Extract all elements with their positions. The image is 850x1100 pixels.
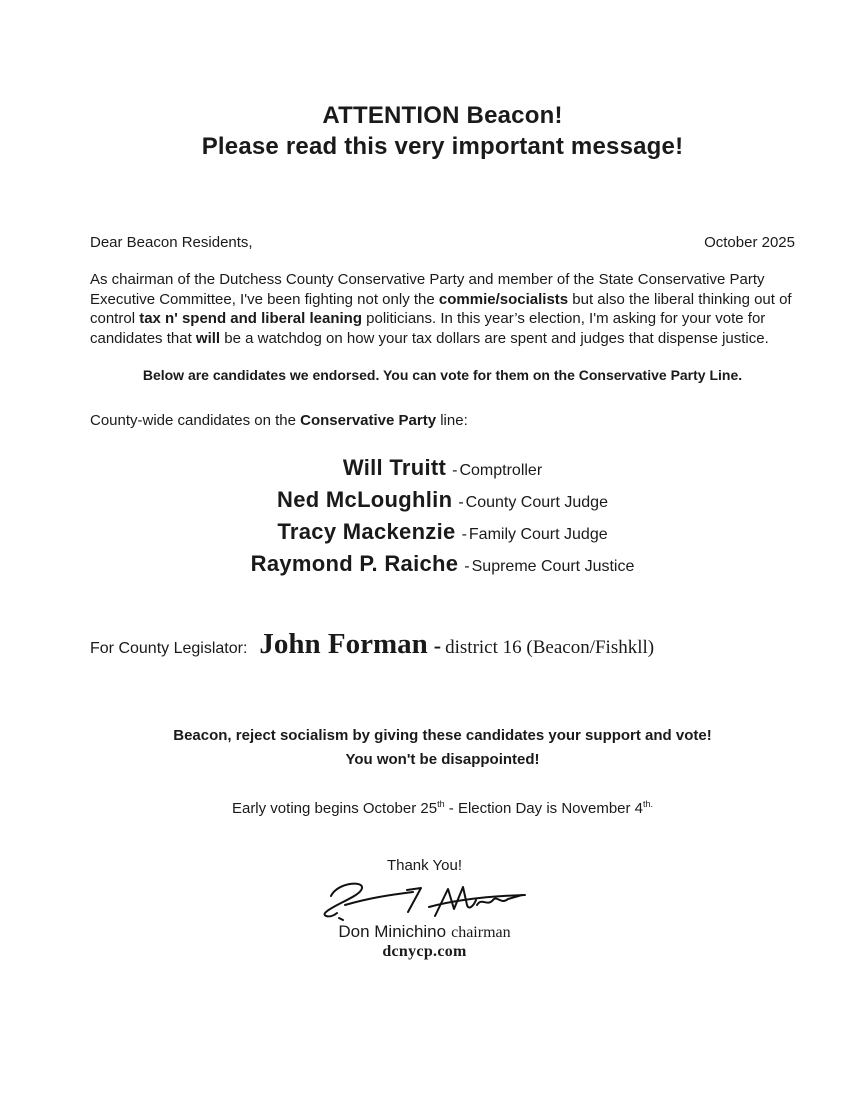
candidate-list xyxy=(90,453,795,581)
chairman-name: Don Minichino xyxy=(338,922,447,941)
website: dcnycp.com xyxy=(382,943,467,960)
countywide-line: County-wide candidates on the Conservative Party line: xyxy=(90,412,468,429)
legislator-district: district 16 (Beacon/Fishkll) xyxy=(445,637,655,658)
candidate-separator: - xyxy=(461,526,467,543)
legislator-label: For County Legislator: xyxy=(90,640,248,657)
legislator-line xyxy=(90,628,795,661)
salutation: Dear Beacon Residents, xyxy=(90,234,253,251)
salutation-row xyxy=(90,234,795,251)
candidate-office: County Court Judge xyxy=(465,494,608,511)
signature-name-line xyxy=(295,922,555,942)
candidate-name: Ned McLoughlin xyxy=(277,487,453,512)
body-paragraph: As chairman of the Dutchess County Conservative Party and member of the State Conservative Party Executive Committee, I've been fighting not only the commie/socialists but also the liberal thinking out of control tax n' spend and liberal leaning politicians. In this year’s election, I'm asking for your vote for candidates that will be a watchdog on how your tax dollars are spent and judges that dispense justice. xyxy=(90,271,792,347)
title-line-2: Please read this very important message! xyxy=(201,133,684,160)
candidate-separator: - xyxy=(452,462,458,479)
letter-date: October 2025 xyxy=(704,234,795,251)
candidate-name: Raymond P. Raiche xyxy=(250,551,459,576)
candidate-name: Tracy Mackenzie xyxy=(277,519,456,544)
legislator-separator: - xyxy=(433,633,442,658)
candidate-office: Supreme Court Justice xyxy=(471,558,635,575)
candidate-name: Will Truitt xyxy=(342,455,447,480)
endorsed-line: Below are candidates we endorsed. You can vote for them on the Conservative Party Line. xyxy=(142,367,743,383)
candidate-separator: - xyxy=(464,558,470,575)
voting-dates-line: Early voting begins October 25th - Election Day is November $4^{th.}$ xyxy=(231,799,654,817)
candidate-row xyxy=(90,517,795,549)
title-line-1: ATTENTION Beacon! xyxy=(322,102,563,129)
closing-block xyxy=(90,724,795,772)
thank-you-line: Thank You! xyxy=(386,857,463,874)
closing-line-2: You won't be disappointed! xyxy=(345,751,540,768)
closing-line-1: Beacon, reject socialism by giving these candidates your support and vote! xyxy=(173,727,712,744)
page-title xyxy=(90,100,795,162)
letter-content xyxy=(90,100,795,961)
candidate-row xyxy=(90,549,795,581)
candidate-row xyxy=(90,485,795,517)
legislator-name: John Forman xyxy=(259,628,428,660)
handwritten-signature xyxy=(317,878,533,924)
candidate-office: Comptroller xyxy=(459,462,543,479)
signature-block xyxy=(295,857,555,961)
candidate-row xyxy=(90,453,795,485)
candidate-separator: - xyxy=(458,494,464,511)
chairman-title: chairman xyxy=(451,924,511,941)
candidate-office: Family Court Judge xyxy=(468,526,608,543)
